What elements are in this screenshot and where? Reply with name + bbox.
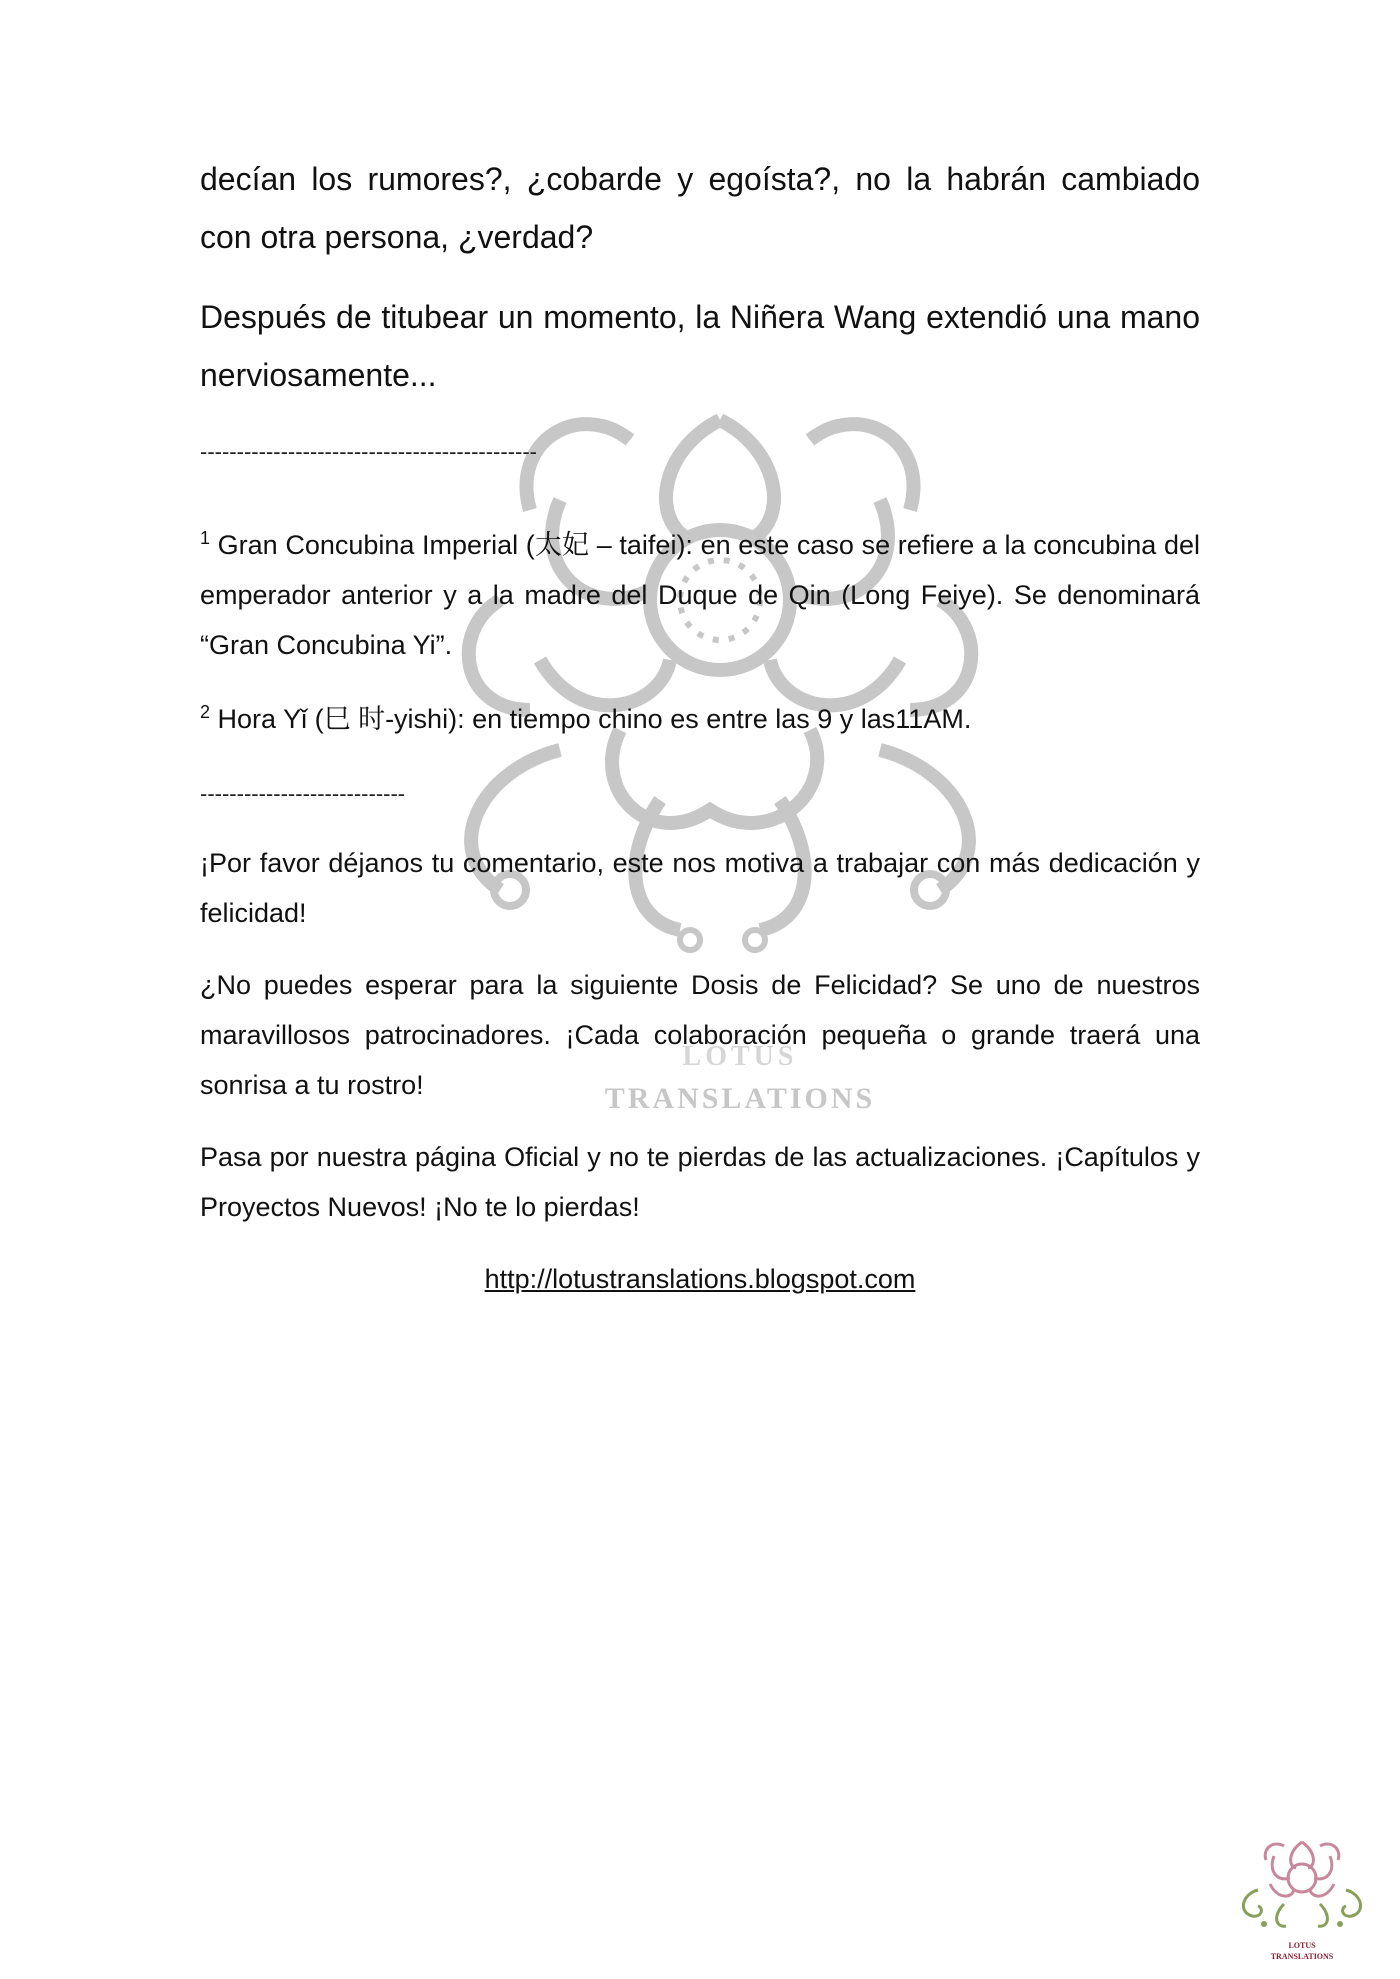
footnote-2-text: Hora Yǐ (巳 时-yishi): en tiempo chino es entre las 9 y las11AM. xyxy=(217,704,972,734)
footnote-1 xyxy=(200,520,1200,670)
logo-line2: TRANSLATIONS xyxy=(1270,1952,1334,1961)
cta-official-page: Pasa por nuestra página Oficial y no te pierdas de las actualizaciones. ¡Capítulos y Proyectos Nuevos! ¡No te lo pierdas! xyxy=(200,1142,1200,1222)
paragraph-rumors: decían los rumores?, ¿cobarde y egoísta?, no la habrán cambiado con otra persona, ¿verdad? xyxy=(200,161,1200,255)
footnote-1-marker: 1 xyxy=(200,528,211,548)
cta-comment: ¡Por favor déjanos tu comentario, este nos motiva a trabajar con más dedicación y felicidad! xyxy=(200,848,1200,928)
link-container xyxy=(200,1254,1200,1304)
cta-sponsors: ¿No puedes esperar para la siguiente Dosis de Felicidad? Se uno de nuestros maravillosos patrocinadores. ¡Cada colaboración pequeña o grande traerá una sonrisa a tu rostro! xyxy=(200,970,1200,1100)
paragraph-nanny-wang: Después de titubear un momento, la Niñera Wang extendió una mano nerviosamente... xyxy=(200,299,1200,393)
footnote-2 xyxy=(200,694,1200,744)
watermark-line1: LOTUS xyxy=(682,1041,798,1072)
corner-logo xyxy=(1228,1820,1376,1970)
blog-link[interactable]: http://lotustranslations.blogspot.com xyxy=(484,1264,916,1294)
separator-line-short: ---------------------------- xyxy=(200,781,406,806)
separator-line: ---------------------------------------------- xyxy=(200,439,538,464)
watermark-line2: TRANSLATIONS xyxy=(604,1082,876,1115)
lotus-logo-icon xyxy=(1243,1842,1360,1927)
footnote-1-text: Gran Concubina Imperial (太妃 – taifei): en este caso se refiere a la concubina del emperador anterior y a la madre del Duque de Qin (Long Feiye). Se denominará “Gran Concubina Yi”. xyxy=(200,530,1200,660)
logo-line1: LOTUS xyxy=(1288,1941,1316,1950)
footnote-2-marker: 2 xyxy=(200,702,211,722)
document-content xyxy=(200,150,1200,1304)
